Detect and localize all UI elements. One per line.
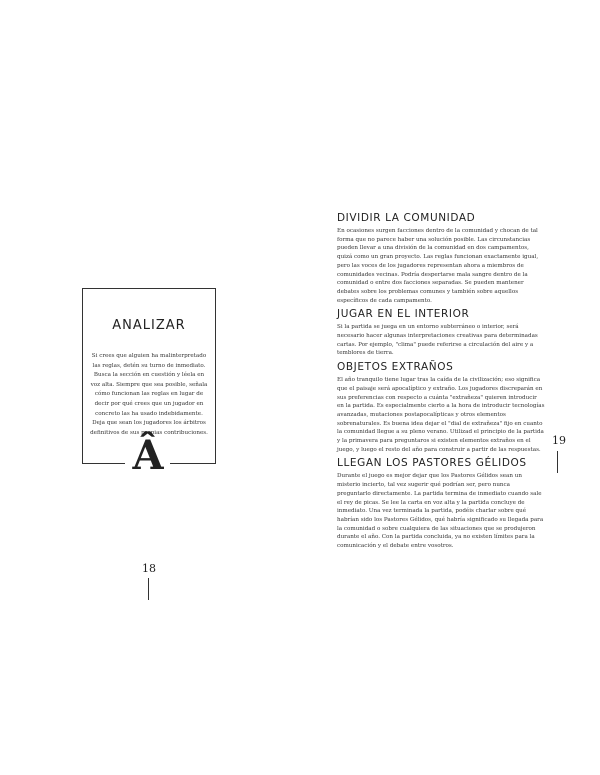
right-page <box>300 0 600 775</box>
section-jugar-en-el-interior <box>337 308 545 358</box>
section-heading: JUGAR EN EL INTERIOR <box>337 308 470 321</box>
section-dividir-la-comunidad <box>337 212 545 305</box>
section-heading: DIVIDIR LA COMUNIDAD <box>337 212 476 224</box>
decorative-letter-glyph: Â <box>132 432 164 479</box>
section-heading: OBJETOS EXTRAÑOS <box>337 361 454 374</box>
page-number-right: 19 <box>552 434 566 447</box>
section-body: En ocasiones surgen facciones dentro de la comunidad y chocan de tal forma que no parece haber una solución posible. Las circunstancias pueden llevar a una división de la comunidad en dos campamentos, quizá como un gran proyecto. Las reglas funcionan exactamente igual, pero las voces de los jugadores representan ahora a miembros de comunidades vecinas. Podría despertarse mala sangre dentro de la comunidad o entre dos facciones separadas. Se pueden mantener debates sobre los problemas comunes y también sobre aquellos específicos de cada campamento. <box>337 228 539 304</box>
right-page-content <box>337 212 545 554</box>
sidebar-text: Si crees que alguien ha malinterpretado las reglas, detén su turno de inmediato. Busca la sección en cuestión y léela en voz alta. Siempre que sea posible, señala cómo funcionan las reglas en lugar de decir por qué crees que un jugador en concreto las ha usado indebidamente. Deja que sean los jugadores los árbitros definitivos de sus propias contribuciones. <box>90 353 208 436</box>
page-number-line-right <box>557 451 558 473</box>
section-llegan-los-pastores-gelidos <box>337 457 545 550</box>
page-number-left: 18 <box>142 562 156 575</box>
sidebar-box-bottom-left <box>82 463 125 464</box>
section-body: El año tranquilo tiene lugar tras la caída de la civilización; eso significa que el paisaje será apocalíptico y extraño. Los jugadores discreparán en sus preferencias con respecto a cuánta "extrañeza" quieren introducir en la partida. Es especialmente cierto a la hora de introducir tecnologías avanzadas, mutaciones postapocalípticas y otros elementos sobrenaturales. Es buena idea dejar el "dial de extrañeza" fijo en cuanto la comunidad llegue a su pleno verano. Utilizad el principio de la partida y la primavera para preguntaros si existen elementos extraños en el juego, y luego el resto del año para construir a partir de las respuestas. <box>337 377 545 453</box>
page-number-line-left <box>148 578 149 600</box>
sidebar-box-bottom-right <box>170 463 215 464</box>
section-objetos-extranos <box>337 361 545 454</box>
section-heading: LLEGAN LOS PASTORES GÉLIDOS <box>337 457 527 470</box>
section-body: Si la partida se juega en un entorno subterráneo o interior, será necesario hacer algunas interpretaciones creativas para determinadas cartas. Por ejemplo, "clima" puede referirse a circulación del aire y a temblores de tierra. <box>337 324 538 357</box>
section-body: Durante el juego es mejor dejar que los Pastores Gélidos sean un misterio incierto, tal vez sugerir qué podrían ser, pero nunca preguntarlo directamente. La partida termina de inmediato cuando sale el rey de picas. Se lee la carta en voz alta y la partida concluye de inmediato. Una vez terminada la partida, podéis charlar sobre qué habrían sido los Pastores Gélidos, qué habría significado su llegada para la comunidad o sobre cualquiera de las situaciones que se produjeron durante el año. Con la partida concluida, ya no existen límites para la comunicación y el debate entre vosotros. <box>337 473 544 550</box>
sidebar-title: ANALIZAR <box>112 318 186 333</box>
